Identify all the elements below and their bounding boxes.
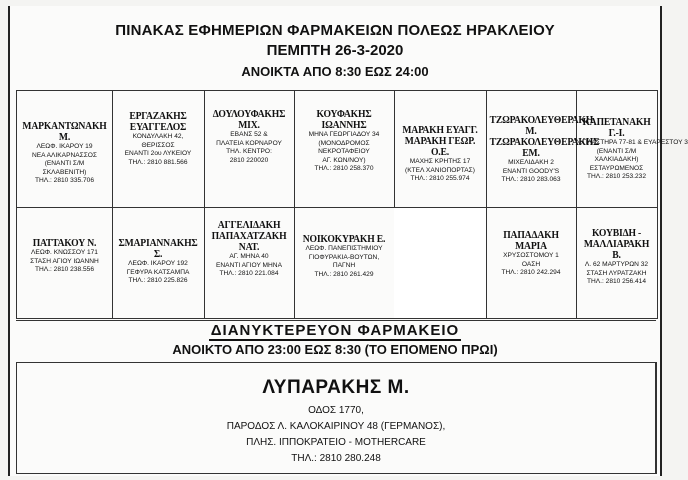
pharmacy-address-line: ΑΓ. ΜΗΝΑ 40 [229, 253, 269, 260]
pharmacy-name: ΜΑΡΙΑ [515, 241, 547, 252]
pharmacy-address-line: ΤΗΛ.: 2810 253.232 [586, 173, 647, 181]
pharmacy-cell [112, 91, 205, 207]
night-pharmacy-landmark: ΠΛΗΣ. ΙΠΠΟΚΡΑΤΕΙΟ - MOTHERCARE [246, 437, 426, 448]
pharmacy-name: ΝΑΤ. [238, 242, 260, 253]
pharmacy-cell [204, 208, 295, 318]
pharmacy-address-line: ΣΤΑΣΗ ΛΥΡΑΤΖΑΚΗ [586, 269, 647, 277]
pharmacy-cell [17, 208, 113, 318]
pharmacy-address-line: ΛΕΩΦ. ΙΚΑΡΟΥ 19 [36, 143, 93, 150]
pharmacy-address-line: ΤΗΛ.: 2810 255.974 [410, 175, 470, 183]
night-pharmacy-phone: ΤΗΛ.: 2810 280.248 [291, 453, 381, 464]
pharmacy-name: ΜΑΡΚΑΝΤΩΝΑΚΗ Μ. [22, 121, 107, 143]
pharmacy-address-line: ΜΙΧΕΛΙΔΑΚΗ 2 [508, 159, 554, 166]
pharmacy-address-line: ΟΑΣΗ [521, 260, 541, 268]
pharmacy-address-line: ΜΗΝΑ ΓΕΩΡΓΙΑΔΟΥ 34 [308, 131, 380, 138]
pharmacy-name: ΜΑΛΛΙΑΡΑΚΗ Β. [583, 239, 650, 261]
pharmacy-name: ΤΖΩΡΑΚΟΛΕΥΘΕΡΑΚΗΣ ΕΜ. [489, 137, 600, 159]
pharmacy-name: ΔΟΥΛΟΥΦΑΚΗΣ [212, 109, 286, 120]
pharmacy-address-line: ΕΝΑΝΤΙ 2ου ΛΥΚΕΙΟΥ [124, 150, 192, 158]
pharmacy-address-line: ΝΕΚΡΟΤΑΦΕΙΟΥ [318, 148, 370, 156]
pharmacy-address-line: ΤΗΛ.: 2810 335.706 [34, 177, 95, 185]
pharmacy-address-line: ΣΚΛΑΒΕΝΙΤΗ) [42, 168, 87, 176]
pharmacy-cell [576, 91, 688, 207]
pharmacy-cell [394, 91, 487, 207]
pharmacy-address-line: (ΕΝΑΝΤΙ Σ/Μ [596, 147, 637, 155]
pharmacy-name: ΣΜΑΡΙΑΝΝΑΚΗΣ Σ. [118, 238, 198, 260]
pharmacy-address-line: ΜΑΧΗΣ ΚΡΗΤΗΣ 17 [409, 158, 471, 165]
pharmacy-name: ΑΓΓΕΛΙΔΑΚΗ [217, 220, 281, 231]
pharmacy-address-line: ΓΕΦΥΡΑ ΚΑΤΣΑΜΠΑ [126, 268, 190, 276]
pharmacy-address-line: Λ. 62 ΜΑΡΤΥΡΩΝ 32 [584, 261, 649, 268]
pharmacy-address-line: ΤΗΛ.: 2810 283.063 [501, 176, 561, 184]
night-hours: ΑΝΟΙΚΤΟ ΑΠΟ 23:00 ΕΩΣ 8:30 (ΤΟ ΕΠΟΜΕΝΟ ΠΡΩΙ) [172, 342, 498, 357]
pharmacy-address-line: ΚΟΝΔΥΛΑΚΗ 42, [132, 133, 184, 140]
pharmacy-address-line: ΝΕΑ ΑΛΙΚΑΡΝΑΣΣΟΣ [31, 151, 97, 159]
pharmacy-name: ΜΑΡΑΚΗ ΕΥΑΓΓ. [402, 125, 478, 136]
pharmacy-name: ΕΡΓΑΖΑΚΗΣ [129, 111, 187, 122]
pharmacy-address-line: ΛΕΩΦ. ΙΚΑΡΟΥ 192 [128, 260, 188, 267]
pharmacy-address-line: (ΜΟΝΟΔΡΟΜΟΣ [318, 139, 370, 147]
pharmacy-address-line: ΓΙΟΦΥΡΑΚΙΑ-ΒΟΥΤΩΝ, [308, 253, 380, 261]
pharmacy-address-line: (ΚΤΕΛ ΧΑΝΙΟΠΟΡΤΑΣ) [405, 166, 475, 174]
pharmacy-address-line: ΣΤΑΣΗ ΑΓΙΟΥ ΙΩΑΝΝΗ [30, 257, 99, 265]
pharmacy-name: ΠΑΠΑΧΑΤΖΑΚΗ [211, 231, 287, 242]
pharmacy-address-line: ΤΗΛ.: 2810 242.294 [501, 269, 561, 277]
pharmacy-cell [294, 208, 395, 318]
pharmacy-row-2 [16, 207, 658, 319]
pharmacy-name: ΜΙΧ. [238, 120, 260, 131]
pharmacy-name: ΙΩΑΝΝΗΣ [321, 120, 367, 131]
pharmacy-address-line: ΤΗΛ.: 2810 258.370 [314, 165, 374, 173]
pharmacy-address-line: ΧΑΛΚΙΑΔΑΚΗ) [594, 156, 639, 164]
pharmacy-address-line: ΤΗΛ.: 2810 261.429 [314, 270, 374, 278]
pharmacy-address-line: Ν.ΠΛΑΣΤΗΡΑ 77-81 & ΕΥΑΡΕΣΤΟΥ 3 [576, 139, 688, 146]
pharmacy-address-line: ΤΗΛ.: 2810 221.084 [219, 270, 279, 278]
pharmacy-address-line: ΑΓ. ΚΩΝ/ΝΟΥ) [322, 156, 366, 164]
pharmacy-address-line: ΛΕΩΦ. ΠΑΝΕΠΙΣΤΗΜΙΟΥ [305, 245, 383, 252]
pharmacy-address-line: ΤΗΛ.: 2810 881.566 [128, 158, 188, 166]
pharmacy-cell [204, 91, 295, 207]
pharmacy-address-line: ΕΒΑΝΣ 52 & [230, 131, 268, 138]
pharmacy-address-line: ΤΗΛ.: 2810 238.556 [34, 266, 95, 274]
pharmacy-name: ΤΖΩΡΑΚΟΛΕΥΘΕΡΑΚΗ Μ. [489, 115, 594, 137]
night-pharmacy-name: ΛΥΠΑΡΑΚΗΣ Μ. [262, 377, 410, 398]
pharmacy-cell [486, 91, 600, 207]
duty-date: ΠΕΜΠΤΗ 26-3-2020 [266, 42, 404, 59]
night-pharmacy-street: ΟΔΟΣ 1770, [308, 405, 364, 416]
pharmacy-cell [576, 208, 657, 318]
pharmacy-address-line: ΤΗΛ.: 2810 256.414 [586, 278, 647, 286]
pharmacy-name: ΚΑΠΕΤΑΝΑΚΗ Γ.-Ι. [582, 117, 651, 139]
duty-sheet [8, 6, 688, 476]
pharmacy-address-line: ΕΝΑΝΤΙ GOODY'S [502, 167, 560, 175]
pharmacy-address-line: (ΕΝΑΝΤΙ Σ/Μ [44, 160, 85, 168]
pharmacy-address-line: ΠΑΓΝΗ [332, 262, 356, 270]
pharmacy-name: ΠΑΠΑΔΑΚΗ [503, 230, 559, 241]
pharmacy-address-line: ΧΡΥΣΟΣΤΟΜΟΥ 1 [503, 252, 559, 259]
pharmacy-address-line: ΛΕΩΦ. ΚΝΩΣΣΟΥ 171 [31, 249, 98, 256]
night-title: ΔΙΑΝΥΚΤΕΡΕΥΟΝ ΦΑΡΜΑΚΕΙΟ [210, 322, 460, 339]
pharmacy-address-line: ΕΣΤΑΥΡΩΜΕΝΟΣ [589, 164, 644, 172]
night-pharmacy-box [16, 362, 657, 474]
pharmacy-cell [294, 91, 395, 207]
pharmacy-address-line: ΤΗΛ. ΚΕΝΤΡΟ: [226, 148, 272, 156]
pharmacy-cell [17, 91, 113, 207]
pharmacy-address-line: ΕΝΑΝΤΙ ΑΓΙΟΥ ΜΗΝΑ [216, 261, 282, 269]
night-pharmacy-side-street: ΠΑΡΟΔΟΣ Λ. ΚΑΛΟΚΑΙΡΙΝΟΥ 48 (ΓΕΡΜΑΝΟΣ), [226, 421, 446, 432]
pharmacy-name: ΚΟΥΒΙΔΗ - [591, 228, 642, 239]
pharmacy-row-1 [16, 90, 688, 208]
pharmacy-address-line: 2810 220020 [229, 156, 269, 164]
pharmacy-name: ΠΑΤΤΑΚΟΥ Ν. [32, 238, 97, 249]
pharmacy-cell [486, 208, 577, 318]
divider [16, 320, 656, 321]
page-title: ΠΙΝΑΚΑΣ ΕΦΗΜΕΡΙΩΝ ΦΑΡΜΑΚΕΙΩΝ ΠΟΛΕΩΣ ΗΡΑΚΛΕΙΟΥ [115, 22, 555, 39]
pharmacy-address-line: ΤΗΛ.: 2810 225.826 [128, 277, 188, 285]
pharmacy-cell [112, 208, 205, 318]
pharmacy-name: ΝΟΙΚΟΚΥΡΑΚΗ Ε. [302, 234, 386, 245]
pharmacy-address-line: ΘΕΡΙΣΣΟΣ [141, 141, 175, 149]
pharmacy-name: ΕΥΑΓΓΕΛΟΣ [129, 122, 187, 133]
pharmacy-name: ΚΟΥΦΑΚΗΣ [316, 109, 372, 120]
pharmacy-address-line: ΠΛΑΤΕΙΑ ΚΟΡΝΑΡΟΥ [216, 139, 282, 147]
pharmacy-cell [394, 208, 487, 318]
duty-hours: ΑΝΟΙΚΤΑ ΑΠΟ 8:30 ΕΩΣ 24:00 [241, 64, 429, 79]
pharmacy-name: ΜΑΡΑΚΗ ΓΕΩΡ. Ο.Ε. [404, 136, 476, 158]
